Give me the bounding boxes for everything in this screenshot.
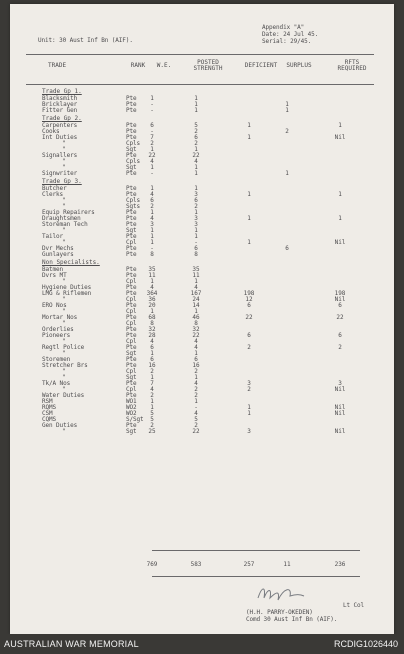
cell-posted: 1 [194,373,198,381]
cell-posted: 6 [194,196,198,204]
cell-rank: Pte [126,313,137,321]
cell-we: 6 [150,121,154,129]
cell-posted: 22 [192,331,200,339]
cell-trade: Stretcher Brs [42,361,88,369]
cell-trade: " [62,277,66,285]
cell-we: 2 [150,139,154,147]
date-line: Date: 24 Jul 45. [262,31,319,38]
cell-we: - [150,100,154,108]
cell-trade: " [62,307,66,315]
column-header-we: W.E. [156,62,172,69]
column-header-deficient: DEFICIENT [244,62,278,69]
cell-posted: 1 [194,226,198,234]
cell-we: 1 [150,145,154,153]
cell-trade: Orderlies [42,325,74,333]
cell-we: 4 [150,214,154,222]
cell-posted: 1 [194,208,198,216]
cell-we: 1 [150,238,154,246]
cell-rank: Sgt [126,226,137,234]
cell-posted: 1 [194,184,198,192]
cell-deficient: 6 [247,331,251,339]
cell-posted: 2 [194,385,198,393]
cell-deficient: 2 [247,385,251,393]
unit-line: Unit: 30 Aust Inf Bn (AIF). [38,37,133,44]
cell-rank: Pte [126,190,137,198]
cell-posted: 22 [192,151,200,159]
cell-trade: Gunlayers [42,250,74,258]
cell-we: 1 [150,184,154,192]
cell-trade: CQMS [42,415,57,423]
cell-rank: Pte [126,421,137,429]
cell-deficient: 1 [247,409,251,417]
cell-we: 6 [150,343,154,351]
cell-rank: Pte [126,301,137,309]
cell-we: 7 [150,379,154,387]
cell-posted: 2 [194,202,198,210]
handwritten-signature [252,582,308,606]
cell-rank: Pte [126,355,137,363]
cell-rank: Pte [126,214,137,222]
cell-trade: Clerks [42,190,64,198]
cell-posted: 24 [192,295,200,303]
cell-posted: 35 [192,265,200,273]
cell-rank: Pte [126,94,137,102]
appendix-label: Appendix "A" [262,24,305,31]
column-header-posted: POSTED STRENGTH [193,59,223,72]
cell-deficient: 3 [247,379,251,387]
cell-posted: 16 [192,361,200,369]
cell-rank: Pte [126,121,137,129]
section-title: Non Specialists. [42,259,100,266]
cell-rank: Pte [126,220,137,228]
cell-trade: Fitter Gen [42,106,78,114]
cell-we: 1 [150,277,154,285]
cell-trade: Carpenters [42,121,78,129]
cell-rfts: 1 [338,190,342,198]
cell-we: 28 [148,331,156,339]
header-rule-top [26,54,374,55]
cell-trade: Regtl Police [42,343,85,351]
cell-we: 22 [148,151,156,159]
cell-posted: - [194,403,198,411]
cell-trade: Dvr Mechs [42,244,74,252]
cell-posted: 1 [194,169,198,177]
cell-rank: Pte [126,265,137,273]
column-header-surplus: SURPLUS [286,62,312,69]
cell-we: 4 [150,337,154,345]
column-header-rank: RANK [130,62,146,69]
cell-we: 2 [150,367,154,375]
cell-rank: Sgts [126,202,141,210]
cell-trade: " [62,226,66,234]
cell-we: 1 [150,373,154,381]
cell-posted: 8 [194,319,198,327]
cell-rank: Cpl [126,319,137,327]
cell-trade: Mortar Nos [42,313,78,321]
cell-rank: Pte [126,361,137,369]
cell-we: 1 [150,349,154,357]
cell-posted: 2 [194,421,198,429]
cell-we: - [150,127,154,135]
cell-we: 25 [148,427,156,435]
cell-trade: Batmen [42,265,64,273]
cell-trade: " [62,427,66,435]
cell-we: 1 [150,397,154,405]
cell-posted: 3 [194,214,198,222]
cell-surplus: 6 [285,244,289,252]
cell-rank: Cpls [126,157,141,165]
cell-we: - [150,244,154,252]
column-header-rfts: RFTS REQUIRED [337,59,367,72]
total-posted: 583 [190,561,202,568]
cell-posted: 5 [194,121,198,129]
signature-rank: Lt Col [343,602,365,609]
cell-rank: Pte [126,133,137,141]
cell-posted: 1 [194,94,198,102]
cell-rank: Pte [126,325,137,333]
total-rfts: 236 [334,561,346,568]
cell-trade: Equip Repairers [42,208,95,216]
cell-posted: 6 [194,244,198,252]
cell-we: 7 [150,133,154,141]
cell-rank: Pte [126,250,137,258]
cell-deficient: 1 [247,403,251,411]
cell-posted: - [194,238,198,246]
cell-we: 4 [150,157,154,165]
cell-trade: " [62,373,66,381]
cell-trade: LMG & Riflemen [42,289,92,297]
cell-rank: Pte [126,232,137,240]
cell-we: 5 [150,409,154,417]
cell-deficient: 22 [245,313,253,321]
cell-rank: Pte [126,331,137,339]
cell-posted: 4 [194,157,198,165]
signature-appointment: Comd 30 Aust Inf Bn (AIF). [246,616,338,623]
totals-rule-top [152,550,360,551]
cell-trade: " [62,349,66,357]
cell-trade: Hygiene Duties [42,283,92,291]
total-deficient: 257 [243,561,255,568]
cell-rfts: 6 [338,331,342,339]
cell-posted: 6 [194,133,198,141]
cell-trade: " [62,367,66,375]
cell-rank: WO1 [126,397,137,405]
cell-trade: " [62,202,66,210]
total-we: 769 [146,561,158,568]
cell-we: 6 [150,196,154,204]
cell-we: 364 [146,289,158,297]
cell-trade: Storeman Tech [42,220,88,228]
cell-trade: Water Duties [42,391,85,399]
cell-we: 11 [148,271,156,279]
footer-source: AUSTRALIAN WAR MEMORIAL [4,639,139,649]
cell-trade: Butcher [42,184,67,192]
cell-posted: 167 [190,289,202,297]
cell-we: 1 [150,163,154,171]
cell-rank: Pte [126,283,137,291]
cell-trade: RQMS [42,403,57,411]
cell-trade: Signallers [42,151,78,159]
column-header-trade: TRADE [48,62,67,69]
cell-posted: 3 [194,190,198,198]
cell-posted: 3 [194,220,198,228]
cell-posted: 1 [194,397,198,405]
cell-we: 1 [150,226,154,234]
cell-rank: Pte [126,391,137,399]
cell-posted: 1 [194,106,198,114]
cell-posted: 14 [192,301,200,309]
cell-rank: WO2 [126,409,137,417]
cell-we: 35 [148,265,156,273]
cell-trade: Cooks [42,127,60,135]
cell-rank: Pte [126,244,137,252]
section-title: Trade Gp 1. [42,88,82,95]
cell-rfts: 3 [338,379,342,387]
cell-we: 36 [148,295,156,303]
cell-trade: " [62,157,66,165]
cell-rank: Sgt [126,373,137,381]
cell-posted: 32 [192,325,200,333]
section-title: Trade Gp 3. [42,178,82,185]
cell-rank: Cpl [126,367,137,375]
cell-we: - [150,106,154,114]
cell-posted: 1 [194,277,198,285]
cell-rank: Cpls [126,196,141,204]
cell-rank: Pte [126,184,137,192]
serial-line: Serial: 29/45. [262,38,312,45]
cell-trade: " [62,238,66,246]
cell-rank: Pte [126,343,137,351]
cell-trade: Tk/A Nos [42,379,71,387]
cell-posted: 1 [194,163,198,171]
cell-deficient: 1 [247,190,251,198]
cell-posted: 1 [194,307,198,315]
cell-we: 16 [148,361,156,369]
cell-we: 3 [150,220,154,228]
cell-trade: " [62,319,66,327]
cell-trade: Draughtsmen [42,214,81,222]
cell-we: 2 [150,391,154,399]
cell-rank: Pte [126,169,137,177]
cell-trade: Dvrs MT [42,271,67,279]
cell-trade: " [62,295,66,303]
cell-posted: 2 [194,367,198,375]
cell-we: 1 [150,208,154,216]
cell-we: 1 [150,94,154,102]
cell-rank: Pte [126,271,137,279]
cell-rfts: Nil [334,238,346,246]
cell-rank: Cpl [126,277,137,285]
cell-rank: Pte [126,289,137,297]
cell-deficient: 2 [247,343,251,351]
cell-rank: Pte [126,379,137,387]
cell-surplus: 1 [285,169,289,177]
cell-we: 4 [150,283,154,291]
cell-posted: 11 [192,271,200,279]
cell-rank: Cpl [126,295,137,303]
cell-rank: Cpl [126,337,137,345]
cell-rank: Cpls [126,139,141,147]
signature-name: (H.H. PARRY-OKEDEN) [246,609,313,616]
cell-trade: Storemen [42,355,71,363]
cell-posted: 4 [194,379,198,387]
cell-posted: 2 [194,139,198,147]
cell-rank: Pte [126,151,137,159]
cell-rfts: 1 [338,121,342,129]
cell-trade: " [62,145,66,153]
archive-footer [0,634,404,654]
cell-rank: Cpl [126,307,137,315]
cell-posted: 4 [194,343,198,351]
cell-posted: 22 [192,427,200,435]
cell-we: 8 [150,319,154,327]
cell-rfts: 198 [334,289,346,297]
cell-trade: RSM [42,397,53,405]
cell-deficient: 6 [247,301,251,309]
footer-id: RCDIG1026440 [333,639,398,649]
cell-trade: Blacksmith [42,94,78,102]
cell-posted: 4 [194,409,198,417]
cell-deficient: 198 [243,289,255,297]
cell-we: 8 [150,250,154,258]
cell-rfts: 1 [338,214,342,222]
cell-posted: 46 [192,313,200,321]
cell-rank: Pte [126,106,137,114]
cell-trade: Tailor [42,232,64,240]
cell-rfts: Nil [334,133,346,141]
cell-rfts: 22 [336,313,344,321]
cell-rank: S/Sgt [126,415,144,423]
cell-deficient: 1 [247,133,251,141]
cell-rfts: 6 [338,301,342,309]
cell-surplus: 1 [285,100,289,108]
cell-we: 20 [148,301,156,309]
cell-rfts: Nil [334,427,346,435]
cell-trade: " [62,139,66,147]
cell-posted: 1 [194,145,198,153]
cell-we: 68 [148,313,156,321]
cell-trade: " [62,196,66,204]
cell-trade: Signwriter [42,169,78,177]
cell-surplus: 1 [285,106,289,114]
cell-posted: 8 [194,250,198,258]
cell-we: 5 [150,415,154,423]
cell-we: 4 [150,385,154,393]
total-surplus: 11 [283,561,291,568]
cell-trade: Int Duties [42,133,78,141]
cell-we: 32 [148,325,156,333]
cell-posted: 5 [194,415,198,423]
cell-rank: WO2 [126,403,137,411]
cell-posted: 2 [194,391,198,399]
cell-we: 1 [150,403,154,411]
cell-deficient: 3 [247,427,251,435]
cell-trade: " [62,163,66,171]
cell-trade: CSM [42,409,53,417]
cell-rank: Sgt [126,427,137,435]
cell-rfts: Nil [334,403,346,411]
cell-posted: 1 [194,349,198,357]
header-rule-bottom [26,84,374,85]
cell-rank: Cpl [126,238,137,246]
cell-trade: Gen Duties [42,421,78,429]
cell-rank: Pte [126,100,137,108]
totals-rule-bottom [152,576,360,577]
cell-we: - [150,169,154,177]
document-page [10,4,394,634]
cell-trade: Pioneers [42,331,71,339]
cell-posted: 2 [194,127,198,135]
cell-rank: Pte [126,127,137,135]
cell-posted: 4 [194,283,198,291]
cell-posted: 6 [194,355,198,363]
cell-we: 2 [150,202,154,210]
cell-rfts: Nil [334,295,346,303]
cell-we: 1 [150,307,154,315]
cell-posted: 4 [194,337,198,345]
cell-rank: Cpl [126,385,137,393]
cell-rfts: Nil [334,385,346,393]
section-title: Trade Gp 2. [42,115,82,122]
cell-deficient: 12 [245,295,253,303]
cell-rank: Sgt [126,349,137,357]
cell-we: 4 [150,190,154,198]
cell-we: 6 [150,355,154,363]
cell-deficient: 1 [247,214,251,222]
cell-trade: " [62,385,66,393]
cell-trade: ERO Nos [42,301,67,309]
cell-posted: 1 [194,100,198,108]
cell-trade: Bricklayer [42,100,78,108]
cell-rfts: 2 [338,343,342,351]
cell-rfts: Nil [334,409,346,417]
cell-we: 2 [150,421,154,429]
cell-posted: 1 [194,232,198,240]
cell-deficient: 1 [247,121,251,129]
cell-rank: Sgt [126,163,137,171]
cell-trade: " [62,337,66,345]
cell-rank: Sgt [126,145,137,153]
cell-we: 1 [150,232,154,240]
cell-rank: Pte [126,208,137,216]
cell-deficient: 1 [247,238,251,246]
cell-surplus: 2 [285,127,289,135]
